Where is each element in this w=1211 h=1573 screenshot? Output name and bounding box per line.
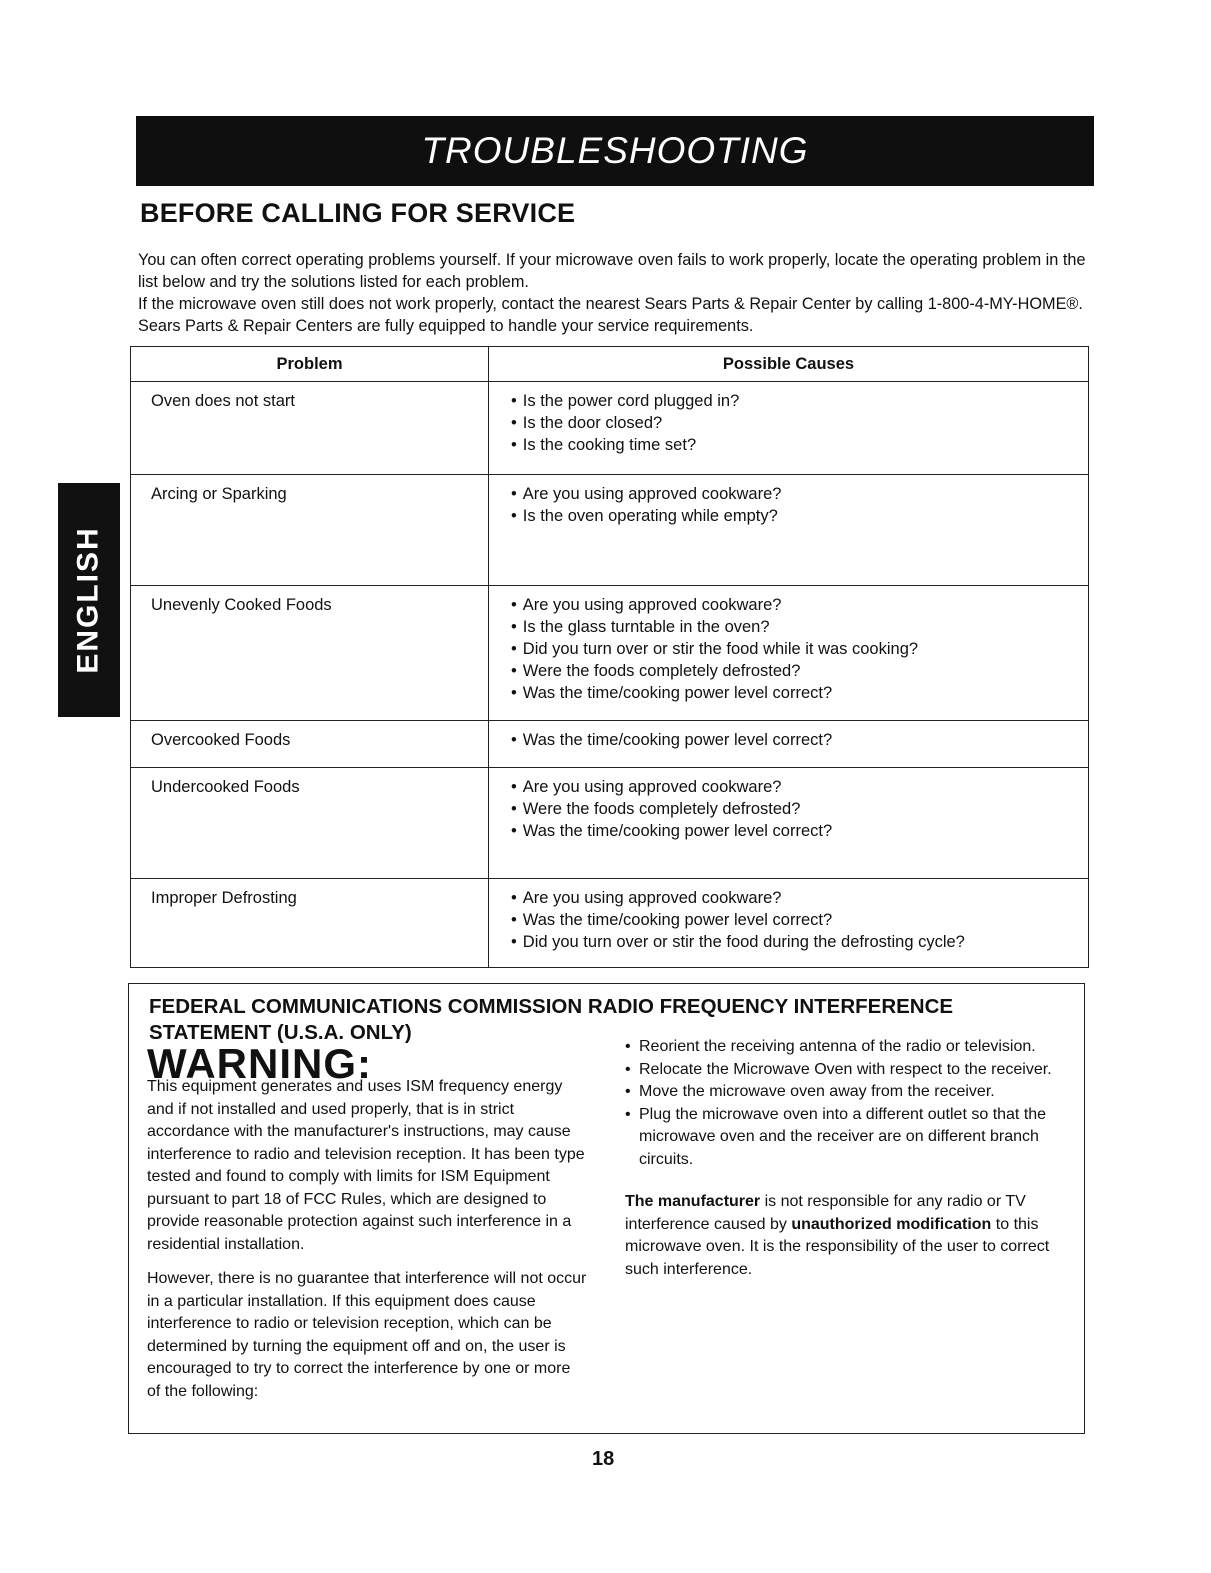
table-row <box>131 382 1089 475</box>
remedy-item: • Relocate the Microwave Oven with respect to the receiver. <box>625 1059 1075 1082</box>
causes-cell <box>489 721 1089 768</box>
fcc-title-line-1: FEDERAL COMMUNICATIONS COMMISSION RADIO FREQUENCY INTERFERENCE <box>149 995 954 1018</box>
cause-item: • Was the time/cooking power level correct? <box>521 909 1088 931</box>
cause-item: • Are you using approved cookware? <box>521 483 1088 505</box>
problem-cell: Improper Defrosting <box>131 879 489 968</box>
column-header-problem: Problem <box>131 347 489 382</box>
side-tab-label: ENGLISH <box>72 526 106 674</box>
problem-cell: Unevenly Cooked Foods <box>131 586 489 721</box>
cause-item: • Were the foods completely defrosted? <box>521 660 1088 682</box>
fcc-paragraph-1: This equipment generates and uses ISM frequency energy and if not installed and used properly, that is in strict accordance with the manufacturer's instructions, may cause interference to radio and television reception. It has been type tested and found to comply with limits for ISM Equipment pursuant to part 18 of FCC Rules, which are designed to provide reasonable protection against such interference in a residential installation. <box>147 1078 585 1253</box>
cause-item: • Is the glass turntable in the oven? <box>521 616 1088 638</box>
table-row <box>131 475 1089 586</box>
note-bold-2: unauthorized modification <box>791 1215 992 1233</box>
cause-item: • Did you turn over or stir the food while it was cooking? <box>521 638 1088 660</box>
causes-cell <box>489 475 1089 586</box>
problem-cell: Undercooked Foods <box>131 768 489 879</box>
causes-cell <box>489 879 1089 968</box>
page-banner <box>136 116 1094 186</box>
intro-text <box>138 249 1098 337</box>
table-row <box>131 586 1089 721</box>
causes-cell <box>489 382 1089 475</box>
manufacturer-note <box>625 1191 1075 1281</box>
troubleshooting-table <box>130 346 1089 968</box>
cause-item: • Did you turn over or stir the food during the defrosting cycle? <box>521 931 1088 953</box>
fcc-left-column <box>147 1076 587 1415</box>
cause-item: • Is the door closed? <box>521 412 1088 434</box>
table-row <box>131 768 1089 879</box>
cause-item: • Is the oven operating while empty? <box>521 505 1088 527</box>
causes-cell <box>489 768 1089 879</box>
page-number: 18 <box>592 1448 615 1470</box>
fcc-right-column <box>625 1036 1075 1281</box>
intro-paragraph-1: You can often correct operating problems yourself. If your microwave oven fails to work properly, locate the operating problem in the list below and try the solutions listed for each problem. <box>138 251 1086 291</box>
remedy-item: • Plug the microwave oven into a different outlet so that the microwave oven and the receiver are on different branch circuits. <box>625 1104 1075 1172</box>
cause-item: • Is the cooking time set? <box>521 434 1088 456</box>
intro-paragraph-2: If the microwave oven still does not work properly, contact the nearest Sears Parts & Repair Center by calling 1-800-4-MY-HOME®. Sears Parts & Repair Centers are fully equipped to handle your service requirements. <box>138 295 1083 335</box>
cause-item: • Were the foods completely defrosted? <box>521 798 1088 820</box>
cause-item: • Was the time/cooking power level correct? <box>521 820 1088 842</box>
remedy-item: • Reorient the receiving antenna of the radio or television. <box>625 1036 1075 1059</box>
column-header-causes: Possible Causes <box>489 347 1089 382</box>
note-bold-1: The manufacturer <box>625 1193 761 1210</box>
section-title: BEFORE CALLING FOR SERVICE <box>140 198 576 228</box>
note-text-1: is not responsible for any radio or TV interference caused by <box>625 1193 1026 1233</box>
banner-title: TROUBLESHOOTING <box>421 130 809 171</box>
fcc-statement-box <box>128 983 1085 1434</box>
cause-item: • Was the time/cooking power level correct? <box>521 729 1088 751</box>
causes-cell <box>489 586 1089 721</box>
note-text-2: to this microwave oven. It is the responsibility of the user to correct such interference. <box>625 1215 1050 1278</box>
table-row <box>131 879 1089 968</box>
fcc-title-line-2: STATEMENT (U.S.A. ONLY) <box>149 1021 412 1044</box>
cause-item: • Are you using approved cookware? <box>521 776 1088 798</box>
problem-cell: Overcooked Foods <box>131 721 489 768</box>
cause-item: • Was the time/cooking power level correct? <box>521 682 1088 704</box>
cause-item: • Are you using approved cookware? <box>521 594 1088 616</box>
cause-item: • Is the power cord plugged in? <box>521 390 1088 412</box>
remedy-item: • Move the microwave oven away from the receiver. <box>625 1081 1075 1104</box>
warning-heading: WARNING: <box>147 1040 372 1087</box>
problem-cell: Oven does not start <box>131 382 489 475</box>
table-row <box>131 721 1089 768</box>
cause-item: • Are you using approved cookware? <box>521 887 1088 909</box>
fcc-paragraph-2: However, there is no guarantee that interference will not occur in a particular installation. If this equipment does cause interference to radio or television reception, which can be determined by turning the equipment off and on, the user is encouraged to try to correct the interference by one or more of the following: <box>147 1270 587 1400</box>
language-side-tab <box>58 483 120 717</box>
problem-cell: Arcing or Sparking <box>131 475 489 586</box>
